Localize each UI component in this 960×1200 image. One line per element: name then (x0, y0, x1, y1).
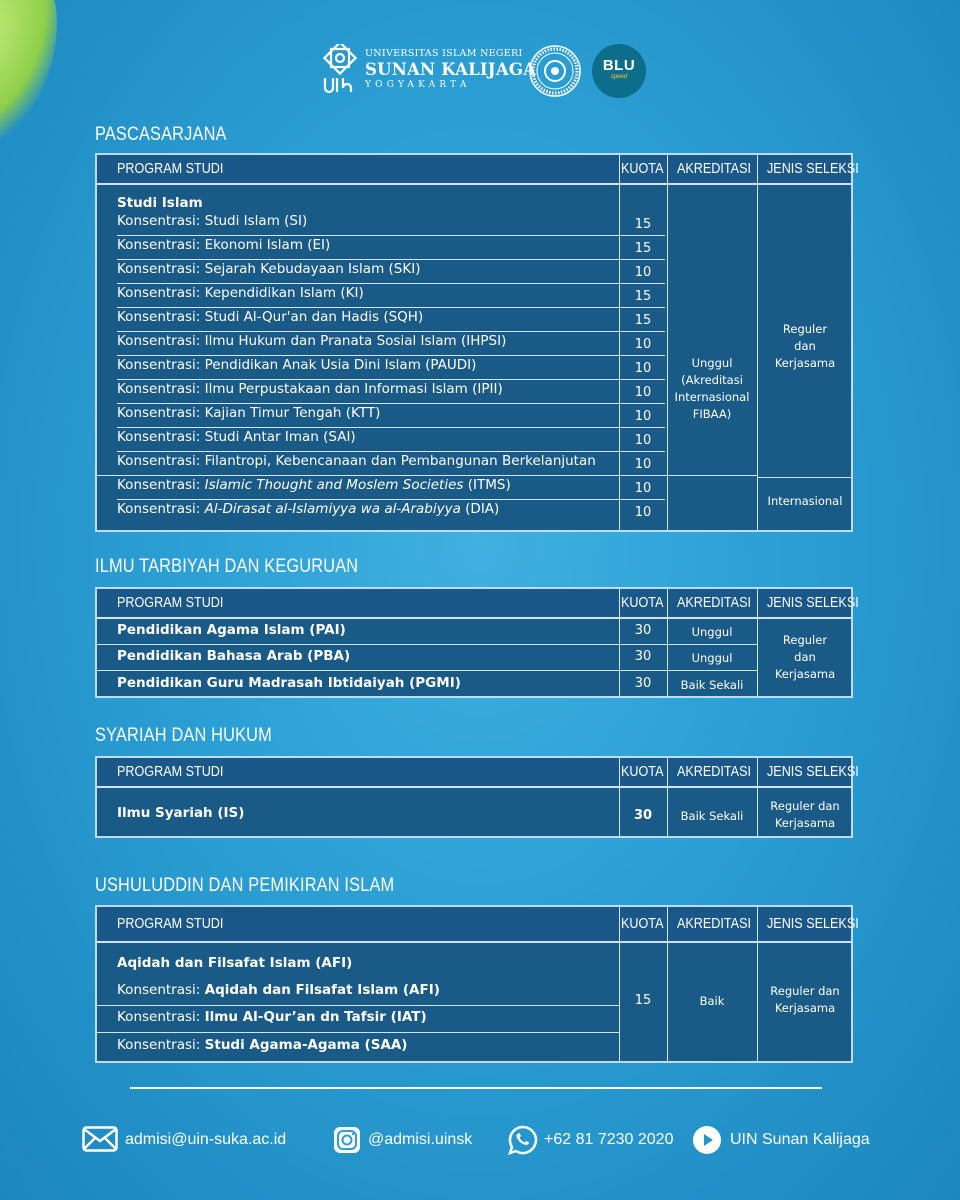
row-prefix: Konsentrasi: (117, 309, 205, 325)
row-name: Ilmu Perpustakaan dan Informasi Islam (IPII) (204, 381, 503, 397)
row-name: Aqidah dan Filsafat Islam (AFI) (204, 982, 440, 998)
footer (0, 1124, 960, 1156)
row-name: Studi Agama-Agama (SAA) (204, 1037, 408, 1053)
table-row-pasca (117, 237, 330, 253)
kuota-cell: 10 (634, 409, 652, 424)
table-header (97, 907, 859, 943)
col-kuota: KUOTA (621, 160, 664, 177)
uin-logo-icon (322, 44, 360, 96)
row-name: Filantropi, Kebencanaan dan Pembangunan Berkelanjutan (204, 453, 596, 469)
akreditasi-pasca: Unggul (Akreditasi Internasional FIBAA) (674, 356, 750, 421)
university-seal-icon (528, 44, 582, 98)
akreditasi-ilmu-syariah: Baik Sekali (680, 809, 744, 823)
row-prefix: Konsentrasi: (117, 333, 205, 349)
row-suffix: (ITMS) (463, 477, 511, 493)
row-name: Studi Antar Iman (SAI) (204, 429, 356, 445)
seleksi-tarbiyah: Reguler dan Kerjasama (774, 633, 836, 681)
header (0, 40, 960, 104)
col-program: PROGRAM STUDI (117, 915, 224, 932)
col-kuota: KUOTA (621, 594, 664, 611)
table-header (97, 589, 859, 619)
akreditasi-afi: Baik (699, 994, 725, 1008)
akreditasi-cell: Unggul (691, 651, 733, 665)
uni-line2: SUNAN KALIJAGA (365, 60, 537, 79)
row-name: Sejarah Kebudayaan Islam (SKI) (204, 261, 421, 277)
kuota-cell: 10 (634, 457, 652, 472)
footer-whatsapp[interactable]: +62 81 7230 2020 (544, 1131, 674, 1148)
university-name (365, 48, 536, 90)
kuota-cell: 15 (634, 217, 652, 232)
table-row-ushuluddin (117, 982, 440, 998)
col-akreditasi: AKREDITASI (677, 915, 751, 932)
email-icon (82, 1126, 118, 1152)
table-header (97, 155, 859, 185)
table-row-pasca (117, 381, 503, 397)
table-row-pasca (117, 261, 420, 277)
table-row-pasca (117, 429, 356, 445)
table-row-pasca (117, 501, 499, 517)
row-name: Islamic Thought and Moslem Societies (204, 477, 464, 493)
row-prefix: Konsentrasi: (117, 1037, 205, 1053)
kuota-ilmu-syariah: 30 (633, 808, 653, 823)
table-row-ushuluddin (117, 1037, 407, 1053)
program-ilmu-syariah: Ilmu Syariah (IS) (117, 805, 245, 821)
uni-line1: UNIVERSITAS ISLAM NEGERI (365, 48, 523, 59)
kuota-cell: 15 (634, 313, 652, 328)
row-name: Al-Dirasat al-Islamiyya wa al-Arabiyya (204, 501, 461, 517)
section-title-tarbiyah: ILMU TARBIYAH DAN KEGURUAN (95, 556, 359, 577)
program-group-afi: Aqidah dan Filsafat Islam (AFI) (117, 955, 353, 971)
row-prefix: Konsentrasi: (117, 285, 205, 301)
table-row-pasca (117, 453, 596, 469)
seleksi-internasional-pasca: Internasional (767, 494, 843, 508)
table-row-pasca (117, 309, 423, 325)
kuota-cell: 10 (634, 505, 652, 520)
youtube-play-icon (692, 1125, 722, 1155)
kuota-cell: 10 (634, 337, 652, 352)
col-kuota: KUOTA (621, 763, 664, 780)
col-akreditasi: AKREDITASI (677, 594, 751, 611)
table-row-pasca (117, 357, 476, 373)
table-row-pasca (117, 213, 307, 229)
program-group-studi-islam: Studi Islam (117, 195, 203, 211)
row-prefix: Konsentrasi: (117, 213, 205, 229)
akreditasi-cell: Baik Sekali (680, 678, 744, 692)
uni-line3: YOGYAKARTA (365, 80, 471, 90)
table-row-tarbiyah: Pendidikan Bahasa Arab (PBA) (117, 648, 351, 664)
row-name: Studi Islam (SI) (204, 213, 308, 229)
kuota-cell: 30 (634, 676, 652, 691)
whatsapp-icon (507, 1124, 539, 1156)
kuota-cell: 15 (634, 289, 652, 304)
kuota-cell: 15 (634, 241, 652, 256)
table-pascasarjana (95, 153, 859, 532)
row-prefix: Konsentrasi: (117, 453, 205, 469)
seleksi-syariah: Reguler dan Kerjasama (770, 799, 840, 830)
kuota-cell: 30 (634, 623, 652, 638)
row-suffix: (DIA) (460, 501, 500, 517)
table-row-pasca (117, 333, 506, 349)
blu-logo (592, 44, 646, 98)
table-row-pasca (117, 285, 364, 301)
col-seleksi: JENIS SELEKSI (767, 763, 859, 780)
row-prefix: Konsentrasi: (117, 1009, 205, 1025)
kuota-cell: 10 (634, 361, 652, 376)
table-row-pasca (117, 405, 380, 421)
blu-main: BLU (602, 57, 636, 74)
col-program: PROGRAM STUDI (117, 160, 224, 177)
seleksi-ushuluddin: Reguler dan Kerjasama (770, 984, 840, 1015)
row-prefix: Konsentrasi: (117, 237, 205, 253)
col-akreditasi: AKREDITASI (677, 160, 751, 177)
row-prefix: Konsentrasi: (117, 357, 205, 373)
row-prefix: Konsentrasi: (117, 477, 205, 493)
table-syariah (95, 756, 859, 838)
footer-divider (130, 1087, 822, 1089)
footer-youtube[interactable]: UIN Sunan Kalijaga (730, 1131, 870, 1148)
row-prefix: Konsentrasi: (117, 261, 205, 277)
col-seleksi: JENIS SELEKSI (767, 594, 859, 611)
col-kuota: KUOTA (621, 915, 664, 932)
table-header (97, 758, 859, 788)
instagram-icon (333, 1126, 361, 1154)
blu-sub: speed (610, 74, 628, 80)
table-row-tarbiyah: Pendidikan Agama Islam (PAI) (117, 622, 346, 638)
row-prefix: Konsentrasi: (117, 381, 205, 397)
kuota-cell: 10 (634, 481, 652, 496)
table-row-tarbiyah: Pendidikan Guru Madrasah Ibtidaiyah (PGMI) (117, 675, 461, 691)
row-prefix: Konsentrasi: (117, 405, 205, 421)
section-title-ushuluddin: USHULUDDIN DAN PEMIKIRAN ISLAM (95, 875, 395, 896)
seleksi-reguler-pasca: Reguler dan Kerjasama (774, 322, 836, 370)
kuota-cell: 10 (634, 433, 652, 448)
row-prefix: Konsentrasi: (117, 429, 205, 445)
kuota-cell: 10 (634, 385, 652, 400)
row-prefix: Konsentrasi: (117, 501, 205, 517)
footer-instagram[interactable]: @admisi.uinsk (368, 1131, 473, 1148)
row-name: Studi Al-Qur'an dan Hadis (SQH) (204, 309, 424, 325)
row-name: Kajian Timur Tengah (KTT) (204, 405, 381, 421)
section-title-syariah: SYARIAH DAN HUKUM (95, 725, 272, 746)
col-seleksi: JENIS SELEKSI (767, 160, 859, 177)
table-ushuluddin (95, 905, 859, 1063)
kuota-afi: 15 (634, 993, 652, 1008)
row-name: Ilmu Hukum dan Pranata Sosial Islam (IHPSI) (204, 333, 507, 349)
akreditasi-cell: Unggul (691, 625, 733, 639)
col-seleksi: JENIS SELEKSI (767, 915, 859, 932)
col-program: PROGRAM STUDI (117, 763, 224, 780)
table-row-ushuluddin (117, 1009, 427, 1025)
row-prefix: Konsentrasi: (117, 982, 205, 998)
col-program: PROGRAM STUDI (117, 594, 224, 611)
table-row-pasca (117, 477, 511, 493)
table-tarbiyah (95, 587, 859, 698)
section-title-pascasarjana: PASCASARJANA (95, 124, 227, 145)
row-name: Pendidikan Anak Usia Dini Islam (PAUDI) (204, 357, 477, 373)
kuota-cell: 10 (634, 265, 652, 280)
kuota-cell: 30 (634, 649, 652, 664)
row-name: Kependidikan Islam (KI) (204, 285, 364, 301)
row-name: Ekonomi Islam (EI) (204, 237, 331, 253)
footer-email[interactable]: admisi@uin-suka.ac.id (125, 1131, 287, 1148)
row-name: Ilmu Al-Qur’an dn Tafsir (IAT) (204, 1009, 427, 1025)
col-akreditasi: AKREDITASI (677, 763, 751, 780)
